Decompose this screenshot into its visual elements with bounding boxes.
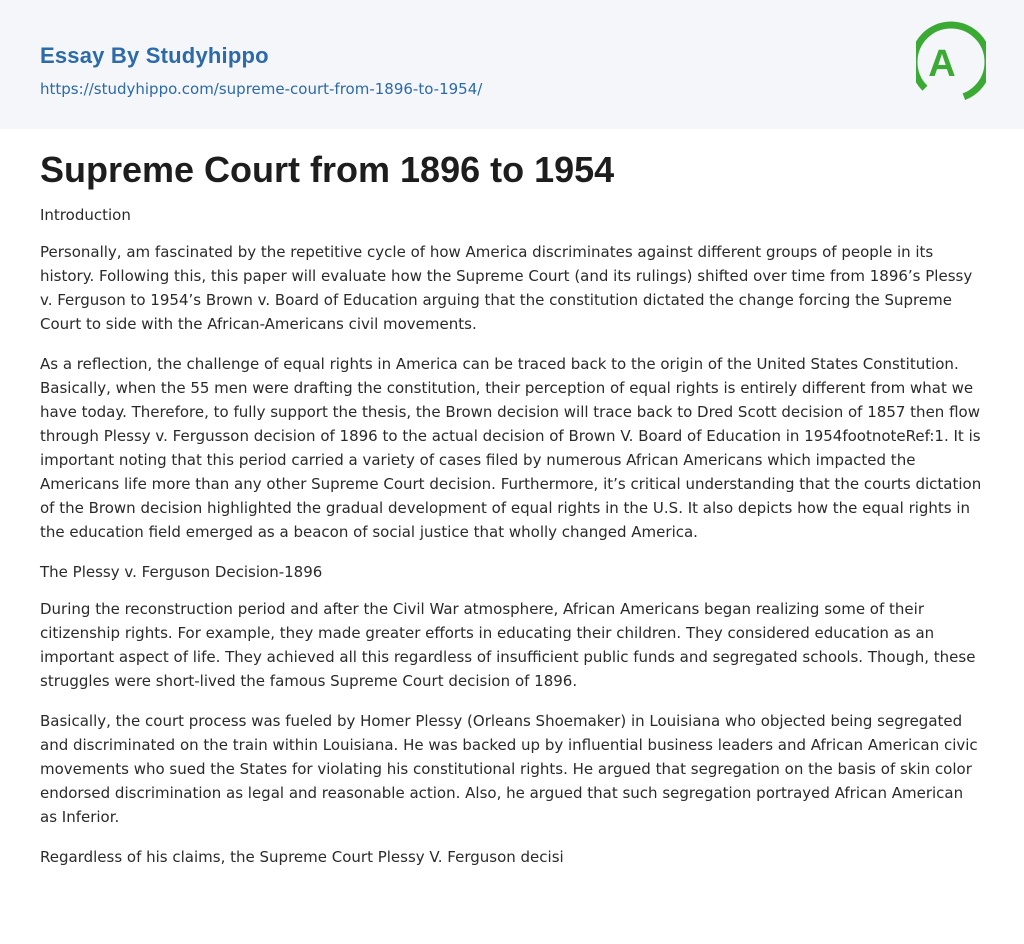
- paragraph-5: Regardless of his claims, the Supreme Court Plessy V. Ferguson decisi: [40, 848, 564, 866]
- paragraph-1: Personally, am fascinated by the repetitive cycle of how America discriminates against different groups of people in its history. Following this, this paper will evaluate how the Supreme Court (and its rulings) shifted over time from 1896’s Plessy v. Ferguson to 1954’s Brown v. Board of Education arguing that the constitution dictated the change forcing the Supreme Court to side with the African-Americans civil movements.: [40, 243, 973, 333]
- paragraph-2: As a reflection, the challenge of equal rights in America can be traced back to the origin of the United States Constitution. Basically, when the 55 men were drafting the constitution, their perception of equal rights is entirely different from what we have today. Therefore, to fully support the thesis, the Brown decision will trace back to Dred Scott decision of 1857 then flow through Plessy v. Fergusson decision of 1896 to the actual decision of Brown V. Board of Education in 1954footnoteRef:1. It is important noting that this period carried a variety of cases filed by numerous African Americans which impacted the Americans life more than any other Supreme Court decision. Furthermore, it’s critical understanding that the courts dictation of the Brown decision highlighted the gradual development of equal rights in the U.S. It also depicts how the equal rights in the education field emerged as a beacon of social justice that wholly changed America.: [40, 355, 982, 541]
- section-heading-plessy: The Plessy v. Ferguson Decision-1896: [40, 563, 323, 581]
- intro-heading: Introduction: [40, 206, 131, 224]
- essay-url-link[interactable]: https://studyhippo.com/supreme-court-from-1896-to-1954/: [40, 80, 483, 98]
- site-header: [0, 0, 1024, 129]
- paragraph-3: During the reconstruction period and after the Civil War atmosphere, African Americans began realizing some of their citizenship rights. For example, they made greater efforts in educating their children. They considered education as an important aspect of life. They achieved all this regardless of insufficient public funds and segregated schools. Though, these struggles were short-lived the famous Supreme Court decision of 1896.: [40, 600, 976, 690]
- logo-letter: A: [928, 43, 956, 85]
- article-body: [0, 147, 1024, 869]
- paragraph-4: Basically, the court process was fueled by Homer Plessy (Orleans Shoemaker) in Louisiana who objected being segregated and discriminated on the train within Louisiana. He was backed up by influential business leaders and African American civic movements who sued the States for violating his constitutional rights. He argued that segregation on the basis of skin color endorsed discrimination as legal and reasonable action. Also, he argued that such segregation portrayed African American as Inferior.: [40, 712, 978, 826]
- brand-title: Essay By Studyhippo: [40, 43, 269, 68]
- studyhippo-logo-icon: [916, 19, 986, 105]
- page-title: Supreme Court from 1896 to 1954: [40, 149, 615, 190]
